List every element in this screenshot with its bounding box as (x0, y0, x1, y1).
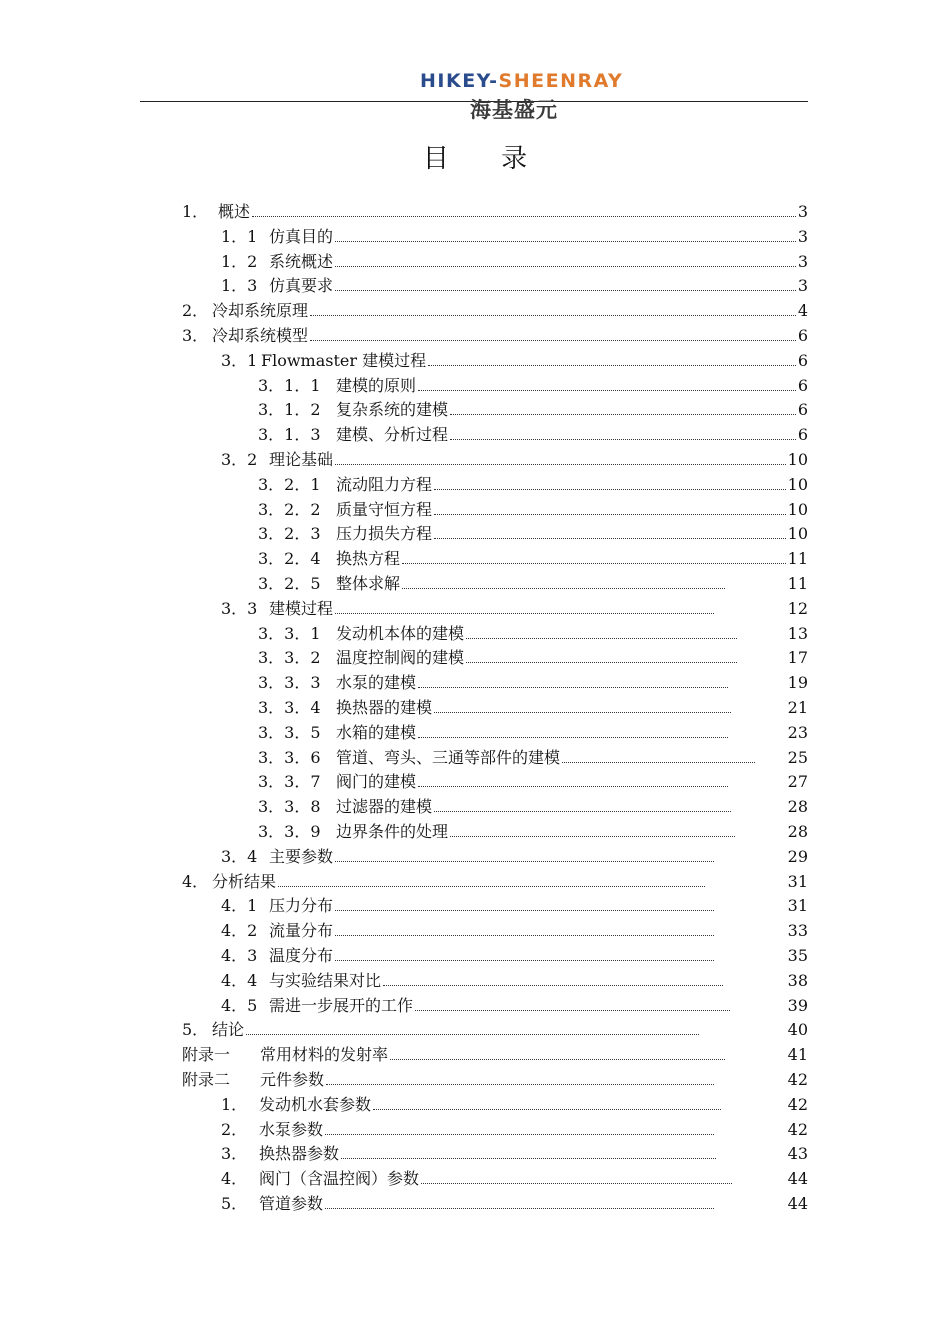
toc-dot-leader (335, 613, 714, 614)
toc-entry-number: 5． (221, 1194, 248, 1213)
toc-entry-page: 4 (797, 301, 808, 321)
toc-entry-title: 需进一步展开的工作 (269, 995, 414, 1015)
toc-entry-title: 分析结果 (212, 871, 277, 891)
toc-entry[interactable] (221, 919, 808, 943)
toc-entry[interactable] (221, 1167, 808, 1191)
toc-dot-leader (310, 315, 796, 316)
toc-dot-leader (450, 414, 796, 415)
toc-dot-leader (335, 910, 714, 911)
toc-entry-page: 6 (797, 326, 808, 345)
toc-entry-title: 水箱的建模 (336, 722, 417, 742)
toc-entry[interactable] (258, 473, 808, 497)
toc-entry-number: 2． (182, 301, 209, 321)
toc-dot-leader (335, 290, 796, 291)
toc-entry-number: 1．1 (221, 226, 258, 246)
toc-dot-leader (335, 266, 796, 267)
toc-entry-number: 3．2．3 (258, 524, 321, 544)
toc-entry-page: 41 (787, 1045, 808, 1065)
toc-dot-leader (325, 1134, 714, 1135)
toc-dot-leader (335, 861, 714, 862)
toc-entry[interactable] (221, 994, 808, 1018)
toc-entry-page: 6 (797, 400, 808, 420)
toc-entry-number: 4． (182, 871, 209, 891)
toc-entry-number: 1．3 (221, 276, 258, 296)
toc-entry[interactable] (221, 1118, 808, 1142)
toc-entry[interactable] (221, 250, 808, 274)
toc-entry-number: 3．3．9 (258, 822, 321, 841)
toc-entry-page: 21 (787, 698, 808, 717)
toc-entry-title: 阀门（含温控阀）参数 (259, 1169, 420, 1189)
toc-dot-leader (421, 1183, 732, 1184)
toc-entry[interactable] (182, 870, 808, 894)
toc-entry-title: 温度分布 (269, 946, 334, 965)
toc-entry-number: 5． (182, 1020, 209, 1040)
toc-dot-leader (373, 1109, 721, 1110)
toc-entry[interactable] (258, 746, 808, 770)
toc-entry-title: 冷却系统模型 (212, 326, 309, 345)
toc-entry-page: 28 (787, 797, 808, 817)
toc-entry-number: 3． (182, 326, 209, 345)
toc-entry-page: 10 (787, 524, 808, 544)
toc-entry[interactable] (258, 374, 808, 398)
toc-entry-page: 3 (797, 226, 808, 246)
toc-entry-title: 质量守恒方程 (336, 499, 433, 519)
toc-entry-title: 整体求解 (336, 574, 401, 593)
toc-entry-title: 管道参数 (259, 1194, 324, 1213)
toc-entry[interactable] (258, 770, 808, 794)
toc-entry-number: 3．1．3 (258, 425, 321, 445)
toc-entry-page: 17 (787, 648, 808, 668)
toc-entry-number: 4．2 (221, 921, 258, 941)
toc-dot-leader (450, 439, 796, 440)
toc-entry-page: 43 (787, 1144, 808, 1164)
toc-entry-number: 1． (221, 1094, 248, 1114)
toc-entry-number: 4． (221, 1169, 248, 1189)
toc-entry-page: 29 (787, 846, 808, 866)
toc-dot-leader (434, 811, 731, 812)
toc-entry-title: 仿真目的 (269, 226, 334, 246)
toc-entry-title: 发动机水套参数 (259, 1094, 372, 1114)
toc-entry[interactable] (182, 1043, 808, 1067)
toc-entry-title: 建模过程 (269, 598, 334, 618)
toc-entry-page: 38 (787, 970, 808, 990)
toc-entry-number: 3．1 (221, 350, 258, 370)
toc-entry-page: 13 (787, 623, 808, 643)
toc-entry-number: 3．3．2 (258, 648, 321, 668)
toc-entry-number: 3．3．3 (258, 673, 321, 693)
toc-entry-number: 4．3 (221, 946, 258, 965)
toc-entry-title: 发动机本体的建模 (336, 623, 465, 643)
toc-entry[interactable] (182, 1068, 808, 1092)
toc-entry[interactable] (221, 349, 808, 373)
toc-entry-number: 3．3．8 (258, 797, 321, 817)
toc-entry-number: 3．2．4 (258, 549, 321, 569)
toc-entry-page: 10 (787, 450, 808, 469)
toc-dot-leader (335, 241, 796, 242)
toc-entry-title: 压力分布 (269, 896, 334, 916)
toc-entry[interactable] (182, 200, 808, 224)
toc-entry-page: 11 (787, 549, 808, 569)
toc-entry[interactable] (258, 522, 808, 546)
toc-entry-title: 主要参数 (269, 846, 334, 866)
toc-dot-leader (418, 687, 728, 688)
toc-entry-title: 仿真要求 (269, 276, 334, 296)
toc-entry-title: 阀门的建模 (336, 772, 417, 792)
toc-entry-page: 25 (787, 747, 808, 767)
toc-entry-number: 3．2 (221, 450, 258, 469)
toc-dot-leader (434, 538, 786, 539)
toc-dot-leader (341, 1158, 716, 1159)
toc-entry[interactable] (182, 299, 808, 323)
toc-entry-title: 结论 (212, 1020, 245, 1040)
toc-entry-title: 压力损失方程 (336, 524, 433, 544)
toc-entry[interactable] (221, 225, 808, 249)
toc-entry-title: 管道、弯头、三通等部件的建模 (336, 747, 561, 767)
toc-entry-number: 3．3．4 (258, 698, 321, 717)
toc-entry-page: 6 (797, 375, 808, 395)
toc-dot-leader (434, 489, 786, 490)
toc-entry[interactable] (258, 646, 808, 670)
toc-entry-number: 3．1．2 (258, 400, 321, 420)
toc-entry-page: 12 (787, 598, 808, 618)
toc-entry-number: 3．3 (221, 598, 258, 618)
toc-entry-number: 4．4 (221, 970, 258, 990)
toc-dot-leader (402, 563, 786, 564)
toc-entry-page: 6 (797, 350, 808, 370)
toc-entry-title: Flowmaster 建模过程 (261, 350, 427, 370)
toc-dot-leader (418, 786, 728, 787)
toc-entry[interactable] (258, 795, 808, 819)
toc-dot-leader (450, 836, 735, 837)
toc-dot-leader (252, 216, 796, 217)
toc-entry-title: 水泵的建模 (336, 673, 417, 693)
toc-dot-leader (246, 1034, 699, 1035)
toc-entry[interactable] (258, 572, 808, 596)
toc-entry-page: 39 (787, 995, 808, 1015)
toc-entry[interactable] (221, 274, 808, 298)
toc-entry-page: 3 (797, 202, 808, 221)
toc-entry-number: 1．2 (221, 251, 258, 271)
toc-entry-page: 19 (787, 673, 808, 693)
toc-entry-title: 换热方程 (336, 549, 401, 569)
toc-entry-title: 与实验结果对比 (269, 970, 382, 990)
toc-entry[interactable] (221, 1192, 808, 1216)
toc-dot-leader (428, 365, 796, 366)
toc-dot-leader (335, 960, 714, 961)
toc-entry-number: 1． (182, 202, 209, 221)
toc-entry-page: 33 (787, 921, 808, 941)
toc-dot-leader (434, 712, 731, 713)
toc-entry[interactable] (221, 894, 808, 918)
toc-entry[interactable] (221, 448, 808, 472)
toc-entry-page: 31 (787, 871, 808, 891)
toc-entry-number: 3．1．1 (258, 375, 321, 395)
toc-entry-title: 建模、分析过程 (336, 425, 449, 445)
toc-entry[interactable] (258, 721, 808, 745)
toc-entry-title: 元件参数 (260, 1070, 325, 1089)
toc-entry-number: 附录一 (182, 1045, 231, 1065)
toc-dot-leader (418, 737, 728, 738)
toc-dot-leader (402, 588, 725, 589)
toc-entry-page: 23 (787, 722, 808, 742)
toc-entry[interactable] (258, 498, 808, 522)
toc-entry-title: 流动阻力方程 (336, 474, 433, 494)
toc-dot-leader (310, 340, 796, 341)
toc-entry-page: 3 (797, 276, 808, 296)
toc-entry-number: 3．3．6 (258, 747, 321, 767)
toc-entry-page: 42 (787, 1070, 808, 1089)
toc-entry-page: 27 (787, 772, 808, 792)
company-logo-chinese: 海基盛元 (470, 98, 558, 122)
toc-dot-leader (383, 985, 723, 986)
toc-entry-number: 2． (221, 1119, 248, 1139)
toc-entry-page: 6 (797, 425, 808, 445)
toc-dot-leader (466, 662, 737, 663)
toc-dot-leader (390, 1059, 725, 1060)
toc-entry-number: 3．3．5 (258, 722, 321, 742)
toc-entry-page: 35 (787, 946, 808, 965)
toc-entry[interactable] (221, 597, 808, 621)
toc-entry[interactable] (258, 547, 808, 571)
toc-dot-leader (434, 514, 786, 515)
toc-entry[interactable] (258, 622, 808, 646)
toc-entry-number: 3． (221, 1144, 248, 1164)
toc-entry-title: 温度控制阀的建模 (336, 648, 465, 668)
toc-entry-page: 10 (787, 499, 808, 519)
toc-entry-page: 11 (787, 574, 808, 593)
toc-dot-leader (326, 1084, 714, 1085)
toc-entry[interactable] (221, 1093, 808, 1117)
toc-entry-page: 42 (787, 1119, 808, 1139)
toc-entry[interactable] (258, 671, 808, 695)
toc-entry-number: 3．3．1 (258, 623, 321, 643)
toc-entry[interactable] (182, 1018, 808, 1042)
company-logo-english: HIKEY-SHEENRAY (420, 70, 624, 92)
toc-entry-number: 3．3．7 (258, 772, 321, 792)
toc-entry-title: 系统概述 (269, 251, 334, 271)
toc-dot-leader (278, 886, 705, 887)
toc-entry-number: 3．4 (221, 846, 258, 866)
toc-entry-page: 42 (787, 1094, 808, 1114)
toc-entry-number: 3．2．5 (258, 574, 321, 593)
toc-entry-title: 水泵参数 (259, 1119, 324, 1139)
toc-dot-leader (466, 638, 737, 639)
toc-title: 目 录 (422, 144, 550, 174)
toc-entry-title: 换热器的建模 (336, 698, 433, 717)
toc-entry-number: 附录二 (182, 1070, 231, 1089)
toc-entry-number: 4．5 (221, 995, 258, 1015)
toc-entry-title: 边界条件的处理 (336, 822, 449, 841)
toc-entry-title: 理论基础 (269, 450, 334, 469)
toc-entry-number: 3．2．1 (258, 474, 321, 494)
toc-dot-leader (418, 390, 796, 391)
toc-entry-title: 常用材料的发射率 (260, 1045, 389, 1065)
toc-entry-page: 3 (797, 251, 808, 271)
toc-entry-title: 建模的原则 (336, 375, 417, 395)
toc-dot-leader (415, 1010, 730, 1011)
toc-entry-number: 4．1 (221, 896, 258, 916)
toc-entry-number: 3．2．2 (258, 499, 321, 519)
toc-entry[interactable] (221, 969, 808, 993)
toc-entry[interactable] (182, 324, 808, 348)
toc-entry[interactable] (258, 820, 808, 844)
toc-entry[interactable] (258, 398, 808, 422)
toc-entry-title: 流量分布 (269, 921, 334, 941)
toc-entry-page: 28 (787, 822, 808, 841)
toc-entry-page: 31 (787, 896, 808, 916)
toc-dot-leader (335, 935, 714, 936)
toc-dot-leader (325, 1208, 714, 1209)
toc-entry[interactable] (258, 423, 808, 447)
toc-entry-title: 概述 (218, 202, 251, 221)
toc-entry-page: 10 (787, 474, 808, 494)
toc-entry-title: 过滤器的建模 (336, 797, 433, 817)
toc-dot-leader (335, 464, 786, 465)
toc-entry[interactable] (258, 696, 808, 720)
toc-entry[interactable] (221, 845, 808, 869)
toc-entry[interactable] (221, 944, 808, 968)
toc-entry[interactable] (221, 1142, 808, 1166)
toc-entry-title: 冷却系统原理 (212, 301, 309, 321)
toc-entry-page: 40 (787, 1020, 808, 1040)
toc-entry-title: 复杂系统的建模 (336, 400, 449, 420)
toc-dot-leader (562, 762, 755, 763)
toc-entry-page: 44 (787, 1169, 808, 1189)
toc-entry-page: 44 (787, 1194, 808, 1213)
toc-entry-title: 换热器参数 (259, 1144, 340, 1164)
